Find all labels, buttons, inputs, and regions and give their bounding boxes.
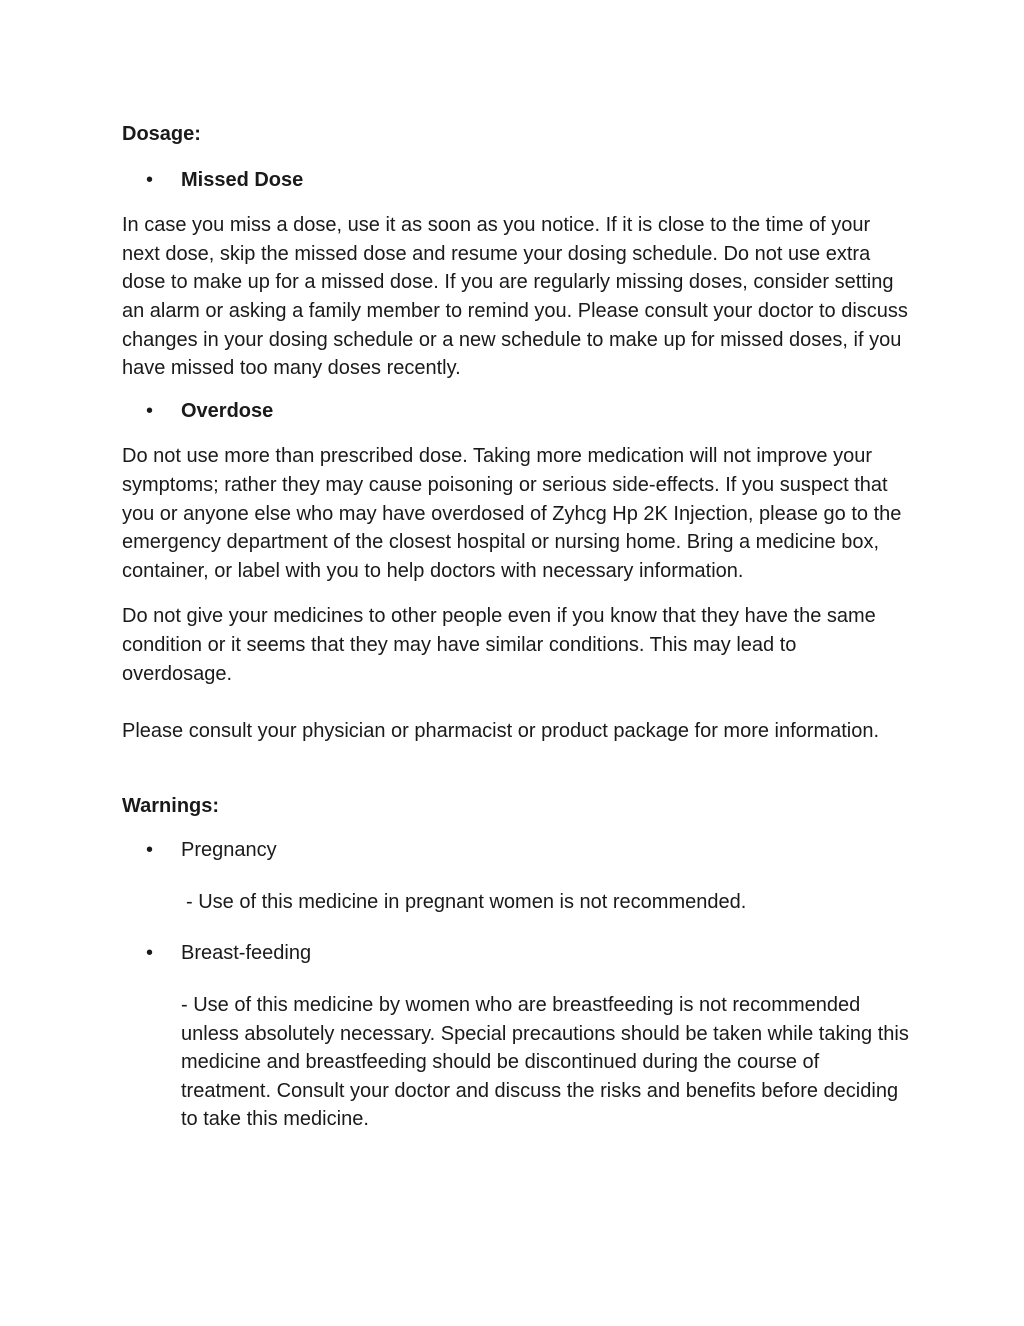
pregnancy-bullet [122,836,912,865]
warnings-heading: Warnings: [122,794,220,817]
bullet-icon: • [146,942,154,965]
missed-dose-text: In case you miss a dose, use it as soon as you notice. If it is close to the time of your next dose, skip the missed dose and resume your dosing schedule. Do not use extra dose to make up for a missed dose. If you are regularly missing doses, consider setting an alarm or asking a family member to remind you. Please consult your doctor to discuss changes in your dosing schedule or a new schedule to make up for missed doses, if you have missed too many doses recently. [122,214,908,380]
breastfeeding-label: Breast-feeding [181,942,312,965]
breastfeeding-bullet [122,939,912,968]
pregnancy-text: - Use of this medicine in pregnant women is not recommended. [186,890,747,913]
missed-dose-label: Missed Dose [181,168,304,191]
consult-text: Please consult your physician or pharmacist or product package for more information. [122,720,880,743]
dosage-heading: Dosage: [122,123,201,145]
overdose-bullet [122,397,912,426]
overdose-text: Do not use more than prescribed dose. Taking more medication will not improve your symptoms; rather they may cause poisoning or serious side-effects. If you suspect that you or anyone else who may have overdosed of Zyhcg Hp 2K Injection, please go to the emergency department of the closest hospital or nursing home. Bring a medicine box, container, or label with you to help doctors with necessary information. [122,445,902,582]
document-page [122,120,912,1134]
missed-dose-bullet [122,166,912,195]
pregnancy-label: Pregnancy [181,839,277,862]
bullet-icon: • [146,168,154,191]
sharing-warning-text: Do not give your medicines to other people even if you know that they have the same condition or it seems that they may have similar conditions. This may lead to overdosage. [122,605,876,685]
bullet-icon: • [146,399,154,422]
overdose-label: Overdose [181,399,274,422]
bullet-icon: • [146,839,154,862]
breastfeeding-text: - Use of this medicine by women who are breastfeeding is not recommended unless absolutely necessary. Special precautions should be taken while taking this medicine and breastfeeding should be discontinued during the course of treatment. Consult your doctor and discuss the risks and benefits before deciding to take this medicine. [181,994,909,1131]
